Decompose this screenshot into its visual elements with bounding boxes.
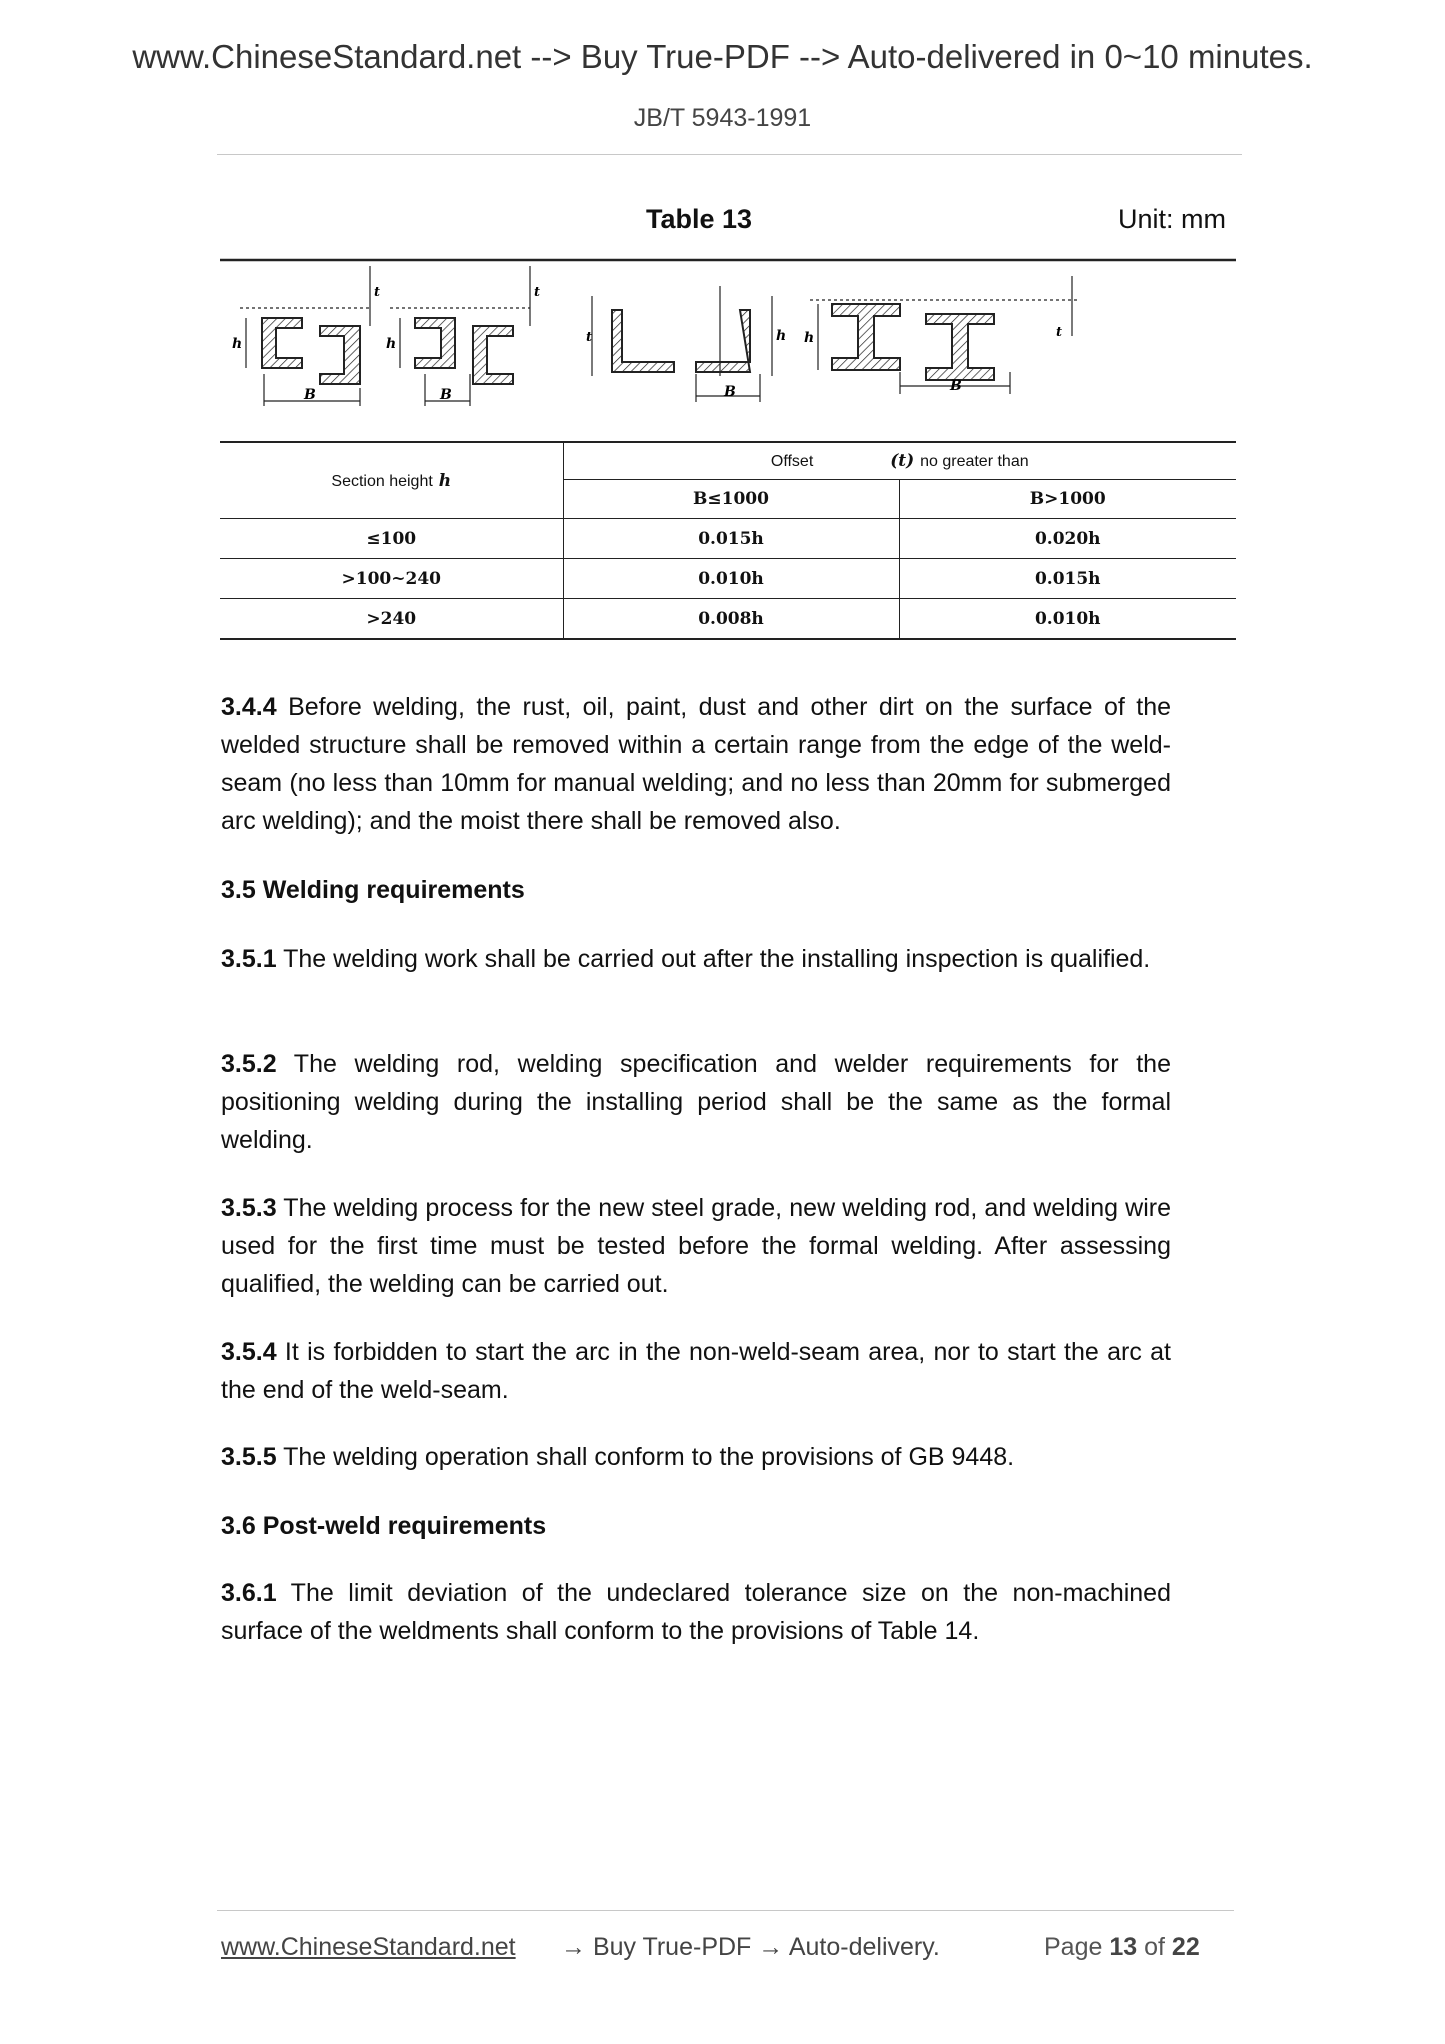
cell-height: >100~240 [220,559,563,599]
fig-label-h1: h [232,336,243,352]
table-row [220,519,1236,559]
header-divider [217,154,1242,155]
clause-text: Before welding, the rust, oil, paint, dust and other dirt on the surface of the welded structure shall be removed within a certain range from the edge of the weld-seam (no less than 10mm for manual welding; and no less than 20mm for submerged arc welding); and the moist there shall be removed also. [221,693,1171,835]
paragraph-3-5-3 [221,1189,1171,1303]
header-b-small: B≤1000 [563,480,899,519]
section-profiles-drawing [220,256,1236,441]
clause-number: 3.5.5 [221,1443,277,1471]
clause-text: The welding work shall be carried out after the installing inspection is qualified. [283,945,1151,973]
header-b-large: B>1000 [899,480,1236,519]
fig-label-h4: h [804,330,815,346]
cell-height: >240 [220,599,563,640]
page-current: 13 [1109,1933,1138,1961]
footer-divider [217,1910,1234,1911]
standard-number: JB/T 5943-1991 [633,104,812,132]
header-section-height: Section height h [220,442,563,519]
fig-label-h2: h [386,336,397,352]
table-caption: Table 13 [646,204,753,234]
page-label: Page [1044,1933,1103,1961]
section-heading-3-6: 3.6 Post-weld requirements [221,1512,547,1540]
section-offset-figure [220,256,1236,441]
fig-label-b4: B [950,378,962,394]
cell-small: 0.015h [563,519,899,559]
angle-pair [612,310,750,372]
table-header-row-1 [220,442,1236,480]
clause-number: 3.6.1 [221,1579,277,1607]
fig-label-t4: t [1056,325,1063,340]
table-unit: Unit: mm [1118,204,1226,234]
clause-number: 3.5.1 [221,945,277,973]
paragraph-3-5-2 [221,1045,1171,1159]
cell-small: 0.008h [563,599,899,640]
clause-number: 3.4.4 [221,693,277,721]
section-heading-3-5: 3.5 Welding requirements [221,876,525,904]
page-total: 22 [1171,1933,1200,1961]
h-symbol: h [438,470,452,491]
clause-text: The welding operation shall conform to the provisions of GB 9448. [283,1443,1015,1471]
fig-label-h3: h [776,328,787,344]
i-beam-pair [832,304,994,380]
channel-pair-2 [415,318,513,384]
cell-height: ≤100 [220,519,563,559]
clause-text: It is forbidden to start the arc in the non-weld-seam area, nor to start the arc at the end of the weld-seam. [221,1338,1171,1404]
fig-label-t1: t [374,285,381,300]
footer-tagline: → Buy True-PDF → Auto-delivery. [561,1933,940,1961]
t-symbol: (t) [890,451,915,471]
clause-text: The limit deviation of the undeclared tolerance size on the non-machined surface of the weldments shall conform to the provisions of Table 14. [221,1579,1171,1645]
fig-label-t3: t [586,330,593,345]
paragraph-3-6-1 [221,1574,1171,1650]
offset-table [220,441,1236,640]
top-banner: www.ChineseStandard.net --> Buy True-PDF --> Auto-delivered in 0~10 minutes. [132,38,1313,75]
cell-small: 0.010h [563,559,899,599]
clause-number: 3.5.2 [221,1050,277,1078]
clause-number: 3.5.3 [221,1194,277,1222]
table-row [220,559,1236,599]
header-offset: Offset (t) no greater than [563,442,1236,480]
footer-site-link[interactable]: www.ChineseStandard.net [221,1933,516,1961]
cell-large: 0.010h [899,599,1236,640]
fig-label-t2: t [534,285,541,300]
paragraph-3-5-1 [221,940,1171,978]
table-row [220,599,1236,640]
channel-pair-1 [262,318,360,384]
cell-large: 0.020h [899,519,1236,559]
page-of: of [1144,1933,1165,1961]
clause-number: 3.5.4 [221,1338,277,1366]
clause-text: The welding rod, welding specification and welder requirements for the positioning welding during the installing period shall be the same as the formal welding. [221,1050,1171,1154]
fig-label-b3: B [724,384,736,400]
cell-large: 0.015h [899,559,1236,599]
paragraph-3-4-4 [221,688,1171,840]
page-indicator [1044,1933,1200,1962]
paragraph-3-5-4 [221,1333,1171,1409]
clause-text: The welding process for the new steel grade, new welding rod, and welding wire used for the first time must be tested before the formal welding. After assessing qualified, the welding can be carried out. [221,1194,1171,1298]
paragraph-3-5-5 [221,1438,1171,1476]
fig-label-b1: B [304,387,316,403]
fig-label-b2: B [440,387,452,403]
